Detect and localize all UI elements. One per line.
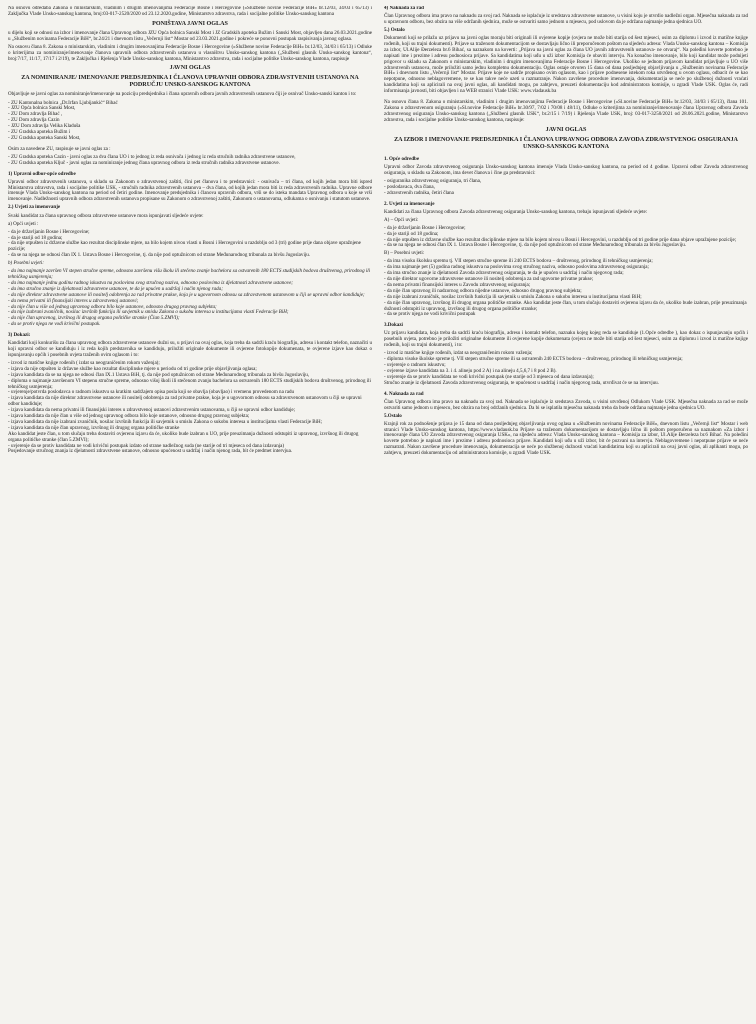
r-section-5-title: 5.Ostalo: [384, 412, 402, 419]
representatives-list: [384, 179, 748, 197]
section-2b-title: b) Posebni uvjeti:: [8, 260, 44, 267]
list-item: - izjava kandidata da nije izabrani zvaničnik, nosilac izvršnih funkcija ili savjetnik u smislu Zakona o sukobu interesa u institucijama vlasti Federacije BiH;: [8, 418, 323, 425]
list-item: - da nema privatni finansijski interes u Zavodu zdravstvenog osiguranja;: [384, 281, 531, 288]
list-item: - da je državljanin Bosne i Hercegovine;: [384, 224, 466, 231]
list-item: - da je državljanin Bosne i Hercegovine;: [8, 228, 90, 235]
list-item: - poslodavaca, dva člana,: [384, 183, 435, 190]
list-item: - da se na njega ne odnosi član IX 1. Ustava Bosne i Hercegovine, tj. da nije pod optužnicom od strane Međunarodnog tribunala za bivšu Jugoslaviju.: [384, 242, 687, 249]
list-item: - diploma visoke školske spreme tj. VII stepen stručne spreme ili sa ostvarenih 240 ECTS bodova – društvenog, prirodnog ili tehničkog usmjerenja;: [384, 356, 683, 363]
list-item: - uvjerenje da se protiv kandidata ne vodi krivični postupak izdato od strane nadležnog suda (ne starije od tri mjeseca od dana izdavanja): [8, 442, 285, 449]
special-conditions-list: [8, 269, 372, 328]
list-item: - da je stariji od 18 godina;: [384, 230, 439, 237]
list-item: - da nije direktor zdravstvene ustanove ili nositelj odobrenja za rad privatne prakse, koja je u ugovornom odnosu sa zdravstvenom ustanovom u čiji se upravni odbor kandiduje;: [8, 291, 365, 298]
legal-basis-paragraph: Na osnovu člana 8. Zakona o ministarskim, vladinim i drugim imenovanjima Federacije Bosne i Hercegovine (»Službene novine Federacije BiH« br.12/03, 34/03 i 65/13) i Odluke o kriterijima za nominiranje/imenovanje članova upravnih odbora zdravstvenih ustanova u vlasništvu Unsko-sanskog kantona („Službeni glasnik Unsko-sanskog kantona“, broj:7/17, 11/17, 17/17 i 2/19), te Zaključka i Rješenja Vlade Unsko-sanskog kantona, Ministarstvo zdravstva, rada i socijalne politike Unsko-sanskog kantona, raspisuje: [8, 43, 372, 62]
oglas-title: JAVNI OGLAS: [169, 65, 211, 72]
list-item: - da ima stručno znanje iz djelatnosti zdravstvene ustanove, te da je upućen u sadržaj i način njenog rada;: [8, 285, 223, 292]
list-item: - ZU Dom zdravlja Cazin: [8, 117, 60, 124]
list-item: - uvjerenje/potvrda poslodavca o radnom iskustvu sa kratkim sadržajem opisa posla koji se obavlja (obavljao) i vremenu provedenom na radu: [8, 389, 295, 396]
general-conditions-list: [8, 230, 372, 259]
section-4-text: Član Upravnog odbora ima pravo na naknadu za svoj rad. Naknada se isplaćuje iz sredstava zdravstvene ustanove, u visini koju je utvrdio nadležni organ. Mjesečna naknada za rad u upravnom odboru, bez obzira na više održanih sjednica, može se ostvariti samo jednom u mjesecu, pod uslovom da je održana najmanje jedna sjednica UO.: [384, 13, 748, 25]
section-5-text: Dokumenti koji se prilažu uz prijavu na javni oglas moraju biti originali ili ovjerene kopije (ovjera ne može biti starija od šest mjeseci, osim za diplomu i izvod iz matične knjige rođenih, koji su trajni dokumenti). Prijave sa traženom dokumentacijom se dostavljaju lično ili preporučenom poštom na sljedeću adresu: Vlada Unsko-sanskog kantona – Komisija za izbor, Ul.Alije Đerzeleza br.6 Bihać, sa naznakom na koverti: „Prijava na javni oglas za člana UO javnih zdravstvenih ustanova- ne otvaraj“. Na poleđini koverte potrebno je napisati ime i prezime i adresu podnosioca prijave. Sa kandidatima koji uđu u uži izbor Komisija će obaviti intervju. Na konačno imenovanje, bilo koji kandidat može podnijeti prigovor u skladu sa Zakonom o ministarskim, vladinim i drugim imenovanjima Federacije Bosne i Hercegovine. Ukoliko se jednom prijavom kandidat prijavljuje u UO više zdravstvenih ustanova, može priložiti samo jednu kompletnu dokumentaciju. Oglas ostaje otvoren 15 dana od dana posljednjeg objavljivanja u „Službenim novinama Federacije BiH« i dnevnom listu „Večernji list“ Mostar. Prijave koje ne sadrže propisano ovim oglasom, kao i prijave podnesene istekom roka utvrđenog u ovom oglasu, odbacit će se kao nepotpune, odnosno neblagovremene, te se kao takve neće uzeti u razmatranje. Nakon završene procedure imenovanja, dokumentacija se neće po službenoj dužnosti vraćati kandidatima koji su aplicirali na ovaj javni oglas, ali kandidati mogu, po zahtjevu, preuzeti dokumentaciju kod administratora komisije, u zgradi Vlade USK. Oglas će, radi informisanja javnosti, biti objavljen i na WEB stranici Vlade USK: www.vladausk.ba: [384, 35, 748, 95]
list-item: Stručno znanje iz djelatnosti Zavoda zdravstvenog osiguranja, te upućenost u sadržaj i način njegovog rada, utvrđivat će se na intervjuu.: [384, 379, 659, 386]
r-section-2b-title: B) – Posebni uvjeti:: [384, 250, 425, 257]
section-5-title: 5.) Ostalo: [384, 27, 405, 34]
intro-paragraph: Na osnovu odredaba Zakona o ministarskim, vladinim i drugim imenovanjima Federacije Bosne i Hercegovine (»Službene novine Federacije BiH« br.12/03, 34/03 i 65/13) i Zaključka Vlade Unsko-sanskog kantona, broj:03-017-2520/2020 od 23.12.2020.godine, Ministarstvo zdravstva, rada i socijalne politike Unsko-sanskog kantona: [8, 6, 372, 17]
r-section-4-title: 4. Naknada za rad: [384, 390, 424, 397]
r-special-conditions-list: [384, 259, 748, 318]
institution-list: [8, 101, 372, 142]
r-general-conditions-list: [384, 226, 748, 250]
r-section-3-title: 3.Dokazi: [384, 322, 403, 329]
list-item: - ZU Gradska apoteka Cazin - javni oglas za dva člana UO i to jednog iz reda osnivača i jednog iz reda stručnih radnika zdravstvene ustanove,: [8, 153, 296, 160]
list-item: - da ima najmanje završen VI stepen stručne spreme, odnosno završenu višu školu ili stečeno zvanje bachelora sa ostvarenih 180 ECTS studijskih bodova društvenog, prirodnog ili tehničkog usmjerenja;: [8, 268, 371, 281]
extra-institution-list: [8, 155, 372, 167]
section-2-intro: Svaki kandidat za člana upravnog odbora zdravstvene ustanove mora ispunjavati sljedeće uvjete:: [8, 212, 204, 219]
section-4-title: 4) Naknada za rad: [384, 6, 424, 11]
list-item: - izjava kandidata da nije direktor zdravstvene ustanove ili nositelj odobrenja za rad privatne prakse, koja je u ugovornom odnosu sa zdravstvenom ustanovom u čiji se upravni odbor kandiduje;: [8, 395, 362, 408]
r-section-2-text: Kandidati za člana Upravnog odbora Zavoda zdravstvenog osiguranja Unsko-sanskog kantona, trebaju ispunjavati sljedeće uvjete:: [384, 208, 648, 215]
list-item: - ZU Gradska apoteka Bužim i: [8, 128, 71, 135]
list-item: - da nije izabrani zvaničnik, nosilac izvršnih funkcija ili savjetnik u smislu Zakona o sukobu interesa u institucijama vlasti BiH;: [384, 293, 642, 300]
oglas-subtitle: ZA NOMINIRANJE/ IMENOVANJE PREDSJEDNIKA I ČLANOVA UPRAVNIH ODBORA ZDRAVSTVENIH USTANOVA NA PODRUČJU UNSKO-SANSKOG KANTONA: [21, 75, 359, 89]
list-item: - da nije član upravnog ili nadzornog odbora nijedne ustanove, odnosno drugog pravnog subjekta;: [384, 287, 582, 294]
right-column: [384, 6, 748, 1020]
list-item: - izjava kandidata da nije član upravnog, izvršnog ili drugog organa političke stranke: [8, 424, 180, 431]
list-item: - da nije član upravnog, izvršnog ili drugog organa političke stranke. Ako kandidat jeste član, u tom slučaju dostaviti ovjerenu izjavu da će, ukoliko bude izabran, prije preuzimanja dužnosti odstupiti iz upravnog, izvršnog ili drugog organa političke stranke;: [384, 299, 747, 312]
list-item: - da se protiv njega ne vodi krivični postupak.: [8, 321, 101, 328]
r-section-1-text: Upravni odbor Zavoda zdravstvenog osiguranja Unsko-sanskog kantona imenuje Vlada Unsko-sanskog kantona, na period od 4 godine. Upravni odbor Zavoda zdravstvenog osiguranja, u skladu sa Zakonom, ima devet članova i čine ga predstavnici:: [384, 163, 748, 176]
list-item: - ovjerene izjave kandidata na 3. i 4. alineju pod 2 A) i na alineju 4,5,6,7 i 8 pod 2 B).: [384, 367, 557, 374]
r-section-2-title: 2. Uvjeti za imenovanje: [384, 200, 435, 207]
list-item: - zdravstvenih radnika, četiri člana: [384, 189, 454, 196]
list-item: - ZU Dom zdravlja Bihać ,: [8, 111, 63, 118]
list-item: - ZU Kantonalna bolnica „Dr.Irfan Ljubijankić“ Bihać: [8, 99, 118, 106]
list-item: - diploma o najmanje završenom VI stepenu stručne spreme, odnosno višoj školi ili stečenom zvanju bachelora sa ostvarenih 180 ECTS studijskih bodova društvenog, prirodnog ili tehničkog usmjerenja;: [8, 377, 371, 390]
list-item: - izjava kandidata da se na njega ne odnosi član IX.1 Ustava BiH, tj. da nije pod optužnicom od strane Međunarodnog tribunala za bivšu Jugoslaviju,: [8, 371, 310, 378]
list-item: Ako kandidat jeste član, u tom slučaju treba dostaviti ovjerenu izjavu da će, ukoliko bude izabran u UO, prije preuzimanja dužnosti odstupiti iz upravnog, izvršnog ili drugog organa političke stranke (član 5.ZMVI);: [8, 430, 359, 443]
cancel-title: PONIŠTAVA JAVNI OGLAS: [152, 20, 228, 27]
list-item: - da nije otpušten iz državne službe kao rezultat disciplinske mjere na bilo kojem nivou u Bosni i Hercegovini, u razdoblju od tri godine prije dana objave upražnjene pozicije;: [384, 236, 737, 243]
left-column: [8, 6, 372, 1020]
section-1-text: Upravni odbor zdravstvenih ustanova, u skladu sa Zakonom o zdravstvenoj zaštiti, čini pet članova i to predstavnici: - osnivača – tri člana, od kojih jedan mora biti ispred Ministarstva zdravstva, rada i socijalne politike USK, - stručnih radnika zdravstvenih ustanova – dva člana, od kojih jedan mora biti iz reda zdravstvenih radnika. Upravne odbore imenuje Vlada Unsko-sanskog kantona na period od četiri godine. Imenovanje predsjednika i članova upravnih odbora, vrši se do isteka mandata Upravnog odbora u koje se vrši imenovanje. Nadležnosti upravnih odbora zdravstvenih ustanova propisane su Zakonom o zdravstvenoj zaštiti, Zakonom o ustanovama, odlukama o osnivanju i statutom ustanove.: [8, 178, 372, 203]
list-item: - da nije direktor ugovorne zdravstvene ustanove ili nositelj odobrenja za rad ugovorne privatne prakse;: [384, 276, 594, 283]
section-3-text: Kandidati koji konkurišu za člana upravnog odbora zdravstvene ustanove dužni su, u prijavi na ovaj oglas, koja treba da sadrži kraću biografiju, adresu i kontakt telefon, naznačiti u koji upravni odbor se kandiduju i iz reda kojih predstavnika se kandiduju, priložiti originale dokumente ili ovjerene fotokopije dokumenata, te ovjerene izjave kao dokaz o ispunjavanju općih i posebnih uvjeta traženih ovim oglasom i to:: [8, 340, 372, 358]
r-section-4-text: Član Upravnog odbora ima pravo na naknadu za svoj rad. Naknada se isplaćuje iz sredstava Zavoda, u visini utvrđenoj Odlukom Vlade USK. Mjesečna naknada za rad se može ostvariti samo jednom u mjesecu, bez obzira na broj održanih sjednica. Da bi se isplatila mjesečna naknada treba da bude održana najmanje jedna sjednica UO.: [384, 398, 748, 411]
section-2a-title: a) Opći uvjeti :: [8, 220, 39, 227]
section-1-title: 1) Upravni odbor-opće odredbe: [8, 170, 76, 177]
list-item: - osiguranika zdravstvenog osiguranja, tri člana,: [384, 177, 482, 184]
raspisuje-paragraph: Osim za navedene ZU, raspisuje se javni oglas za :: [8, 145, 111, 152]
section-3-title: 3) Dokazi:: [8, 332, 31, 339]
list-item: - izvod iz matične knjige rođenih, izdat sa neograničenim rokom važenja;: [384, 350, 533, 357]
r-section-5-text: Krajnji rok za podnošenje prijava je 15 dana od dana posljednjeg objavljivanja ovog oglasa u «Službenim novinama Federacije BiH», dnevnom listu „Večernji list“ Mostar i web stranici Vlade Unsko-sanskog kantona, https://www.vladausk.ba Prijave sa traženom dokumentacijom se dostavljaju lično ili poštom preporučeno sa naznakom «Za izbor i imenovanje člana UO Zavoda zdravstvenog osiguranja USK», na sljedeću adresu: Vlada Unsko-sanskog kantona – Komisija za izbor, Ul.Alije Đerzeleza br.6 Bihać. Na poleđini koverte potrebno je napisati ime i prezime i adresu podnosioca prijave. Kandidati koji uđu u uži izbor, bit će pozvani na intervju. Neblagovremene i nepotpune prijave se neće razmatrati. Nakon završene procedure imenovanja, dokumentacija se neće po službenoj dužnosti vraćati kandidatima koji su aplicirali na ovaj javni oglas, ali aplikanti mogu, po zahtjevu, preuzeti dokumentaciju od administratora komisije, u zgradi Vlade USK.: [384, 420, 748, 457]
legal-basis-2-paragraph: Na osnovu člana 8. Zakona o ministarskim, vladinim i drugim imenovanjima Federacije Bosne i Hercegovine (»Sl.novine Federacije BiH« br.12/03, 34/03 i 65/13), člana 101. Zakona o zdravstvenom osiguranju (»Sl.novine Federacije BiH« br.30/97, 7/02 i 70/08 i 48/11), Odluke o kriterijima za nominiranje/imenovanje člana Upravnog odbora Zavoda zdravstvenog osiguranja Unsko-sanskog kantona („Službeni glasnik USK“, br.2/15 i 7/19) i Rješenja Vlade USK, broj: 03-017-3250/2021 od 28.06.2021.godine, Ministarstvo zdravstva, rada i socijalne politike Unsko-sanskog kantona, raspisuje:: [384, 99, 748, 123]
list-item: - da je stariji od 18 godina;: [8, 234, 63, 241]
list-item: - da ima najmanje jednu godinu radnog iskustva na poslovima svog stručnog naziva, odnosno poslovima iz djelatnosti zdravstvene ustanove;: [8, 279, 293, 286]
oglas-2-subtitle: ZA IZBOR I IMENOVANJE PREDSJEDNIKA I ČLANOVA UPRAVNOG ODBORA ZAVODA ZDRAVSTVENOG OSIGURANJA UNSKO-SANSKOG KANTONA: [394, 136, 738, 150]
list-item: - da ima najmanje pet (5) godina radnog iskustva na poslovima svog stručnog naziva, odnosno poslovima zdravstvenog osiguranja;: [384, 264, 649, 271]
list-item: - uvjerenje o radnom iskustvu;: [384, 362, 446, 368]
r-section-1-title: 1. Opće odredbe: [384, 155, 420, 162]
list-item: Posjedovanje stručnog znanja iz djelatnosti zdravstvene ustanove, odnosno upućenost u sadržaj i način njenog rada, bit će predmet intervjua.: [8, 448, 293, 455]
list-item: - da se na njega ne odnosi član IX 1. Ustava Bosne i Hercegovine, tj. da nije pod optužnicom od strane Međunarodnog tribunala za bivšu Jugoslaviju.: [8, 252, 311, 259]
list-item: - da nije član upravnog, izvršnog ili drugog organa političke stranke (Član 5.ZMVI);: [8, 315, 180, 322]
list-item: - da nije otpušten iz državne službe kao rezultat disciplinske mjere, na bilo kojem nivou vlasti u Bosni i Hercegovini u razdoblju od 3 (tri) godine prije dana objave upražnjene pozicije;: [8, 240, 361, 253]
list-item: - izjava kandidata da nema privatni ili finansijski interes u zdravstvenoj ustanovi zdravstvenim ustanovama, u čiji se upravni odbor kandiduje;: [8, 407, 296, 414]
list-item: - JZU Dom zdravlja Velika Kladuša: [8, 123, 81, 130]
list-item: - da se protiv njega ne vodi krivični postupak: [384, 311, 476, 318]
list-item: - izvod iz matične knjige rođenih ( izdat sa neograničenim rokom važenja);: [8, 360, 160, 367]
r-section-2a-title: A) – Opći uvjeti:: [384, 216, 419, 223]
page-columns: [8, 6, 748, 1020]
list-item: - da ima stručno znanje iz djelatnosti Zavoda zdravstvenog osiguranja, te da je upućen u sadržaj i način njegovog rada;: [384, 270, 624, 277]
list-item: - da nije izabrani zvaničnik, nosilac izvršnih funkcija ili savjetnik u smislu Zakona o sukobu interesa u institucijama vlasti Federacije BiH;: [8, 309, 289, 316]
objava-paragraph: Objavljuje se javni oglas za nominiranje/imenovanje na poziciju predsjednika i člana upravnih odbora javnih zdravstvenih ustanova čiji je osnivač Unsko-sanski kanton i to:: [8, 91, 357, 98]
list-item: - JZU Opća bolnica Sanski Most,: [8, 105, 76, 112]
r-evidence-list: [384, 351, 748, 386]
list-item: - ZU Gradska apoteka Sanski Most,: [8, 134, 81, 141]
list-item: - ZU Gradska apoteka Ključ - javni oglas za nominiranje jednog člana upravnog odbora iz reda stručnih radnika zdravstvene ustanove.: [8, 159, 280, 166]
list-item: - da nije član u više od jednog upravnog odbora bilo koje ustanove, odnosno drugog pravnog subjekta;: [8, 303, 217, 310]
list-item: - da nema privatni ili finansijski interes u zdravstvenoj ustanovi;: [8, 297, 139, 304]
evidence-list: [8, 361, 372, 455]
r-section-3-text: Uz prijavu kandidata, koja treba da sadrži kraću biografiju, adresu i kontakt telefon, naznaku kojeg kojeg reda se kandiduje (1.Opće odredbe ), kao dokaz o ispunjavanju općih i posebnih uvjeta, potrebno je priložiti originalne dokumente ili ovjerene kopije dokumenata (ovjera ne može biti starija od šest mjeseci, osim za diplomu i izvod iz matične knjige rođenih, koji su trajni dokumenti), i to:: [384, 330, 748, 349]
oglas-2-title: JAVNI OGLAS: [545, 126, 587, 133]
cancel-paragraph: u dijelu koji se odnosi na izbor i imenovanje člana Upravnog odbora JZU Opća bolnica Sanski Most i JZ Gradskih apoteka Bužim i Sanski Most, objavljen dana 26.03.2021.godine u „Službenim novinama Federacije BiH“, br.24/21 i dnevnom listu „Večernji list“ Mostar od 23.03.2021.godine i pokreće se ponovni postupak raspisivanja javnog oglasa.: [8, 29, 372, 42]
list-item: - izjava kandidata da nije član u više od jednog upravnog odbora bilo koje ustanove, odnosno drugog pravnog subjekta;: [8, 413, 250, 420]
section-2-title: 2.) Uvjeti za imenovanje: [8, 204, 61, 211]
list-item: - uvjerenje da se protiv kandidata ne vodi krivični postupak (ne starije od 3 mjeseca od dana izdavanja);: [384, 373, 594, 380]
list-item: - da ima visoku školsku spremu tj. VII stepen stručne spreme ili 240 ECTS bodova – društvenog, prirodnog ili tehničkog usmjerenja;: [384, 258, 653, 265]
list-item: - izjava da nije otpušten iz državne službe kao rezultat disciplinske mjere u periodu od tri godine prije objavljivanja oglasa;: [8, 365, 257, 372]
